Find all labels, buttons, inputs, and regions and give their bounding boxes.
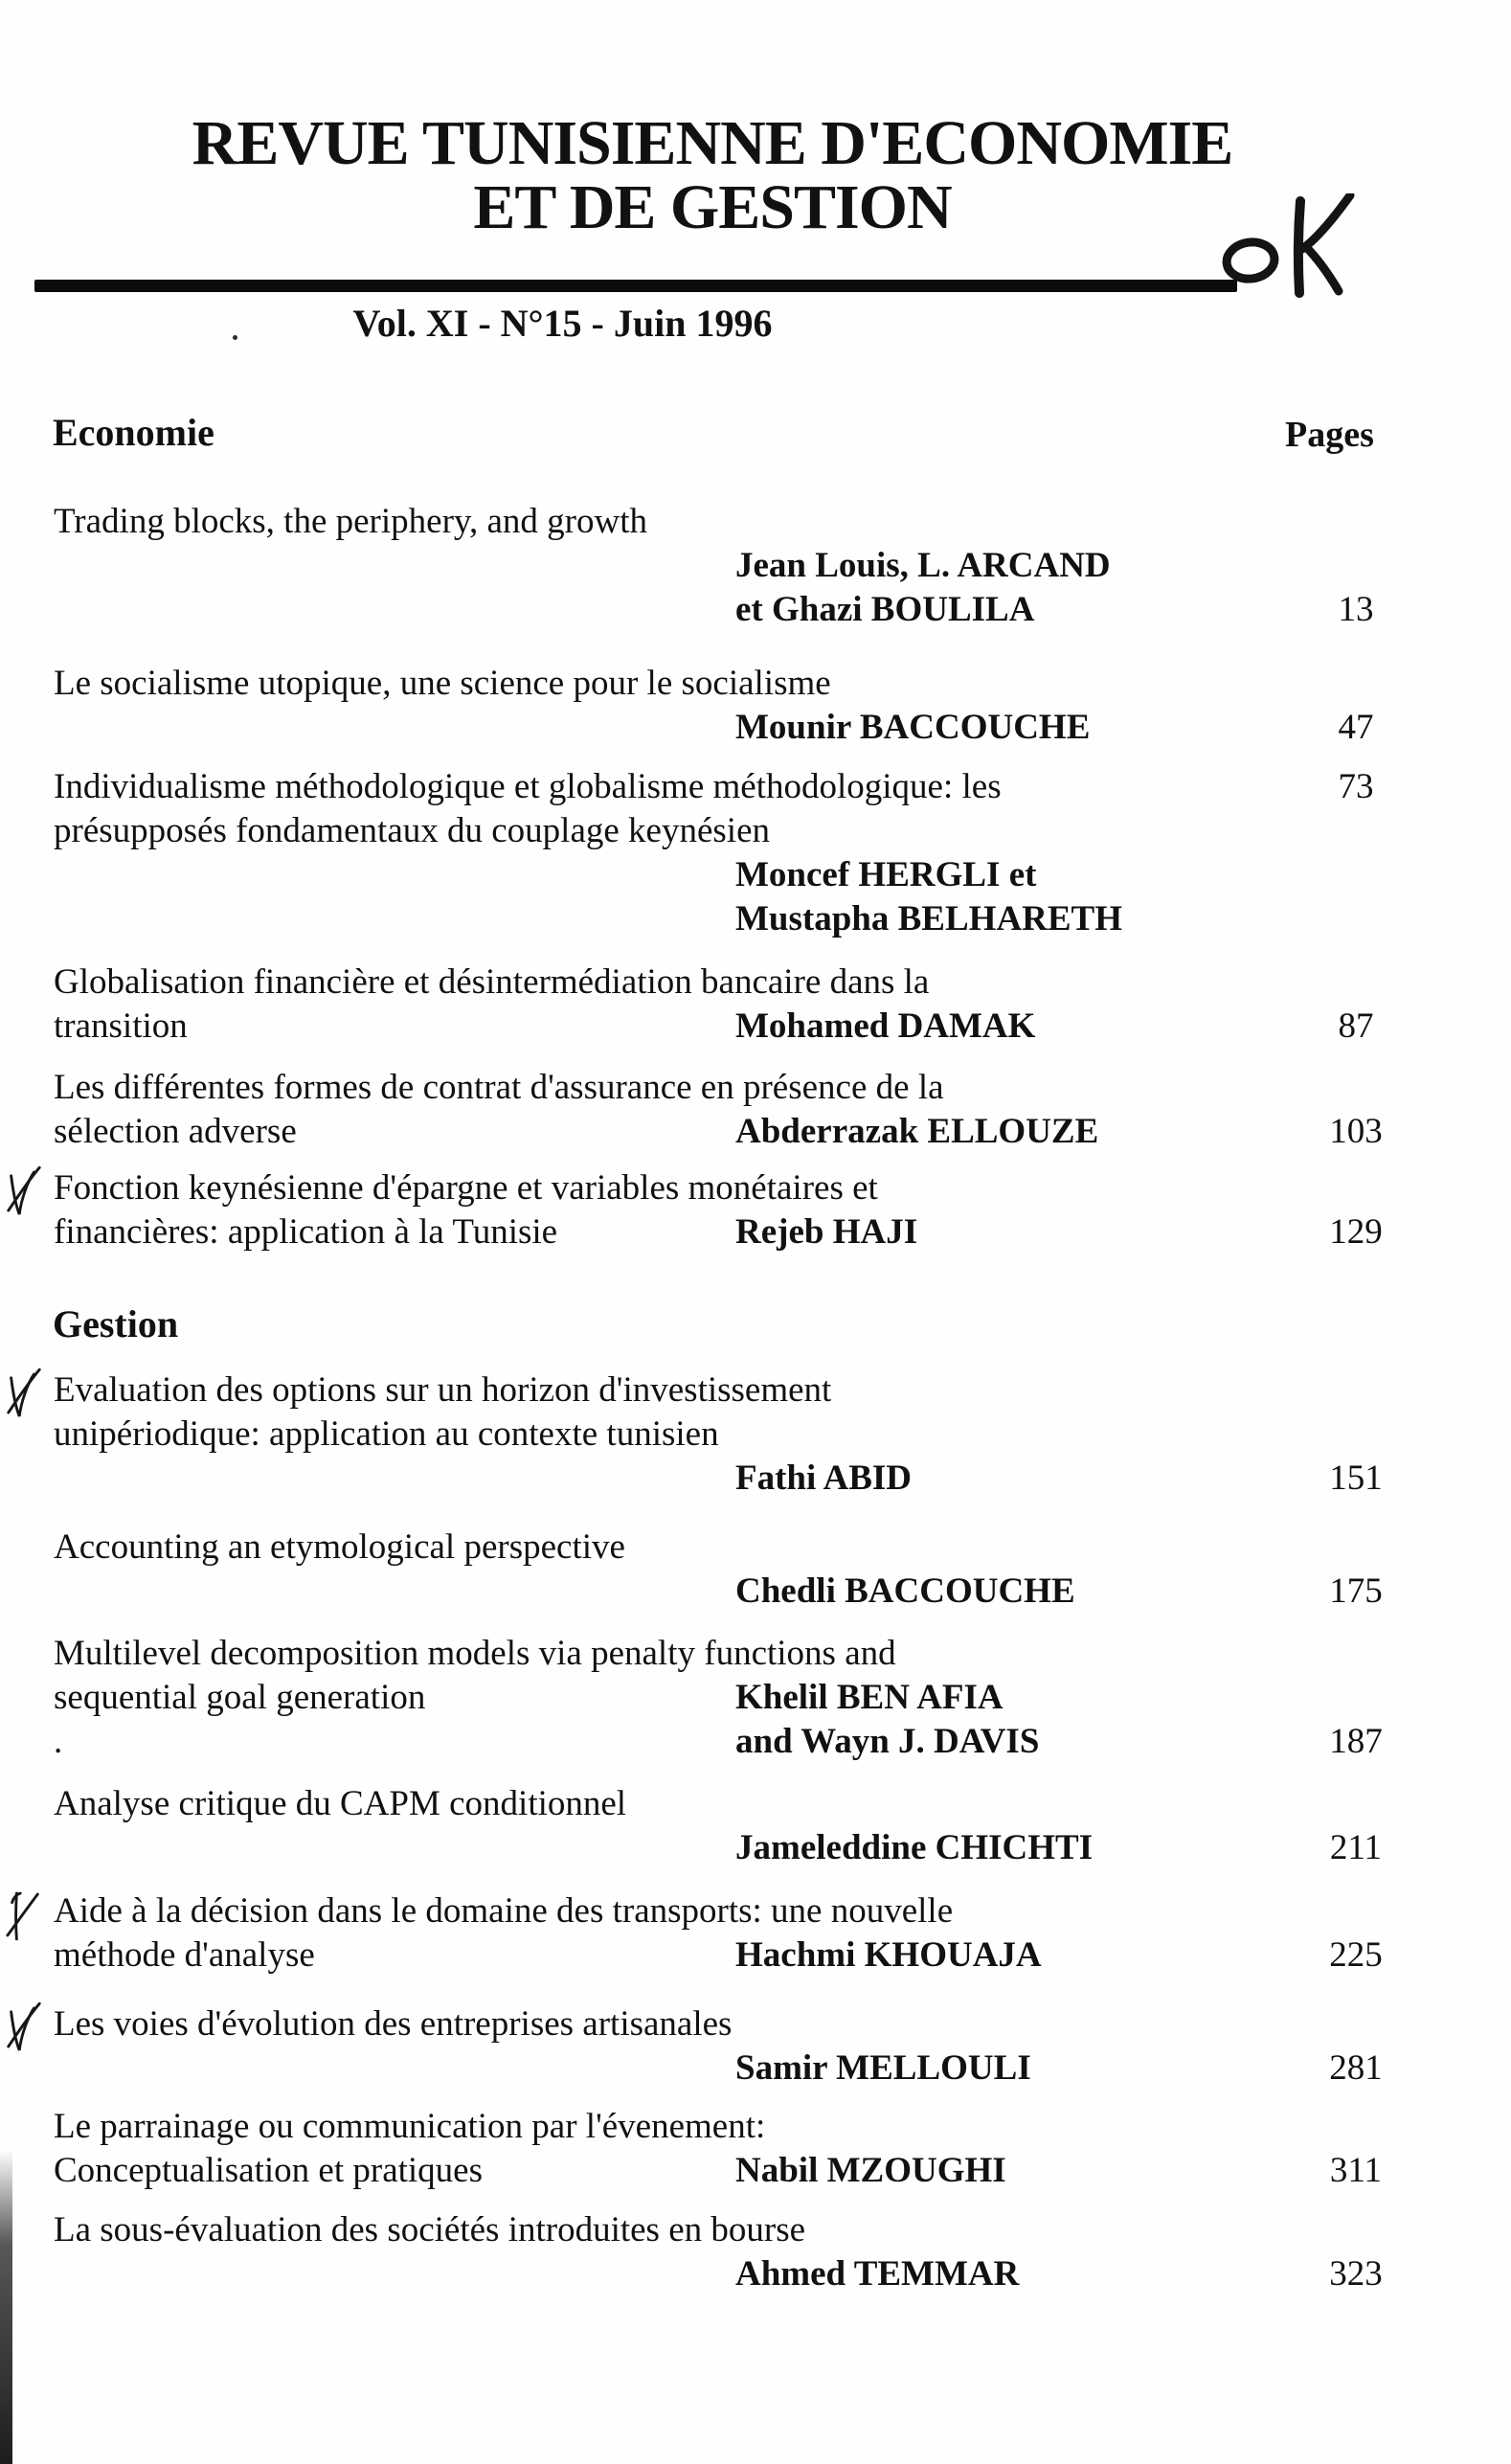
article-author-line: et Ghazi BOULILA (735, 590, 1035, 629)
article-author-line: and Wayn J. DAVIS (735, 1722, 1040, 1761)
article-page-number: 47 (1338, 708, 1374, 747)
toc-entry (0, 663, 1511, 751)
article-author-line: Rejeb HAJI (735, 1212, 918, 1252)
scan-artifact-speck (233, 335, 237, 340)
toc-entry (0, 501, 1511, 633)
article-title-line: Le parrainage ou communication par l'évenement: (54, 2107, 766, 2146)
article-title-line: Accounting an etymological perspective (54, 1527, 625, 1567)
article-title-line: Individualisme méthodologique et globalisme méthodologique: les (54, 767, 1002, 806)
article-page-number: 87 (1338, 1006, 1374, 1046)
pages-column-header: Pages (1285, 415, 1374, 455)
article-author-line: Samir MELLOULI (735, 2048, 1031, 2088)
article-title-line: présupposés fondamentaux du couplage keynésien (54, 811, 771, 850)
title-rule (34, 280, 1237, 292)
article-title-line: Evaluation des options sur un horizon d'investissement (54, 1370, 832, 1410)
article-title-line: unipériodique: application au contexte tunisien (54, 1414, 719, 1454)
article-author-line: Chedli BACCOUCHE (735, 1571, 1075, 1611)
article-title-line: Conceptualisation et pratiques (54, 2151, 483, 2190)
article-author-line: Ahmed TEMMAR (735, 2254, 1020, 2294)
article-author-line: Fathi ABID (735, 1458, 913, 1498)
article-page-number: 13 (1338, 590, 1374, 629)
article-page-number: 187 (1329, 1722, 1383, 1761)
article-page-number: 151 (1329, 1458, 1383, 1498)
article-author-line: Hachmi KHOUAJA (735, 1935, 1042, 1975)
article-page-number: 103 (1329, 1112, 1383, 1151)
toc-entry (0, 1369, 1511, 1502)
toc-entry (0, 766, 1511, 942)
toc-entry (0, 1783, 1511, 1871)
article-title-line: Aide à la décision dans le domaine des transports: une nouvelle (54, 1891, 954, 1931)
toc-entry (0, 1067, 1511, 1155)
journal-title (57, 108, 1367, 242)
article-author-line: Abderrazak ELLOUZE (735, 1112, 1099, 1151)
article-title-line: sélection adverse (54, 1112, 297, 1151)
article-page-number: 225 (1329, 1935, 1383, 1975)
section-heading-economie: Economie (53, 411, 214, 454)
article-title-line: Globalisation financière et désintermédiation bancaire dans la (54, 962, 930, 1002)
scan-artifact-edge (0, 2150, 12, 2464)
article-page-number: 73 (1338, 767, 1374, 806)
article-page-number: 323 (1329, 2254, 1383, 2294)
article-author-line: Moncef HERGLI et (735, 855, 1037, 894)
article-title-line: transition (54, 1006, 188, 1046)
article-page-number: 281 (1329, 2048, 1383, 2088)
toc-entry (0, 1167, 1511, 1255)
journal-title-line1: REVUE TUNISIENNE D'ECONOMIE (192, 108, 1233, 178)
toc-entry (0, 1890, 1511, 1978)
section-heading-gestion: Gestion (53, 1302, 179, 1345)
article-author-line: Mohamed DAMAK (735, 1006, 1036, 1046)
toc-entry (0, 2106, 1511, 2194)
article-title-line: méthode d'analyse (54, 1935, 315, 1975)
article-title-line: Les différentes formes de contrat d'assurance en présence de la (54, 1068, 944, 1107)
article-title-line: financières: application à la Tunisie (54, 1212, 558, 1252)
article-author-line: Mounir BACCOUCHE (735, 708, 1091, 747)
article-author-line: Khelil BEN AFIA (735, 1678, 1004, 1717)
article-author-line: Mustapha BELHARETH (735, 899, 1123, 938)
handwritten-ok-annotation (1216, 193, 1381, 301)
article-title-line: Les voies d'évolution des entreprises artisanales (54, 2004, 733, 2044)
article-author-line: Nabil MZOUGHI (735, 2151, 1006, 2190)
toc-entry (0, 1526, 1511, 1615)
article-title-line: Le socialisme utopique, une science pour le socialisme (54, 664, 831, 703)
toc-entry (0, 961, 1511, 1050)
article-title-line: Trading blocks, the periphery, and growth (54, 502, 647, 541)
toc-entry (0, 2003, 1511, 2091)
journal-title-line2: ET DE GESTION (473, 172, 952, 242)
toc-entry (0, 2209, 1511, 2297)
article-author-line: Jean Louis, L. ARCAND (735, 546, 1111, 585)
article-page-number: 211 (1329, 1828, 1383, 1867)
article-title-line: Fonction keynésienne d'épargne et variables monétaires et (54, 1168, 878, 1208)
article-title-line: La sous-évaluation des sociétés introduites en bourse (54, 2210, 806, 2249)
article-title-line: Analyse critique du CAPM conditionnel (54, 1784, 627, 1823)
article-page-number: 175 (1329, 1571, 1383, 1611)
toc-entry (0, 1633, 1511, 1765)
article-title-line: Multilevel decomposition models via penalty functions and (54, 1634, 896, 1673)
article-title-line: sequential goal generation (54, 1678, 426, 1717)
issue-info: Vol. XI - N°15 - Juin 1996 (352, 302, 773, 345)
article-author-line: Jameleddine CHICHTI (735, 1828, 1094, 1867)
stray-dot: . (54, 1722, 63, 1761)
article-page-number: 311 (1329, 2151, 1383, 2190)
article-page-number: 129 (1329, 1212, 1383, 1252)
